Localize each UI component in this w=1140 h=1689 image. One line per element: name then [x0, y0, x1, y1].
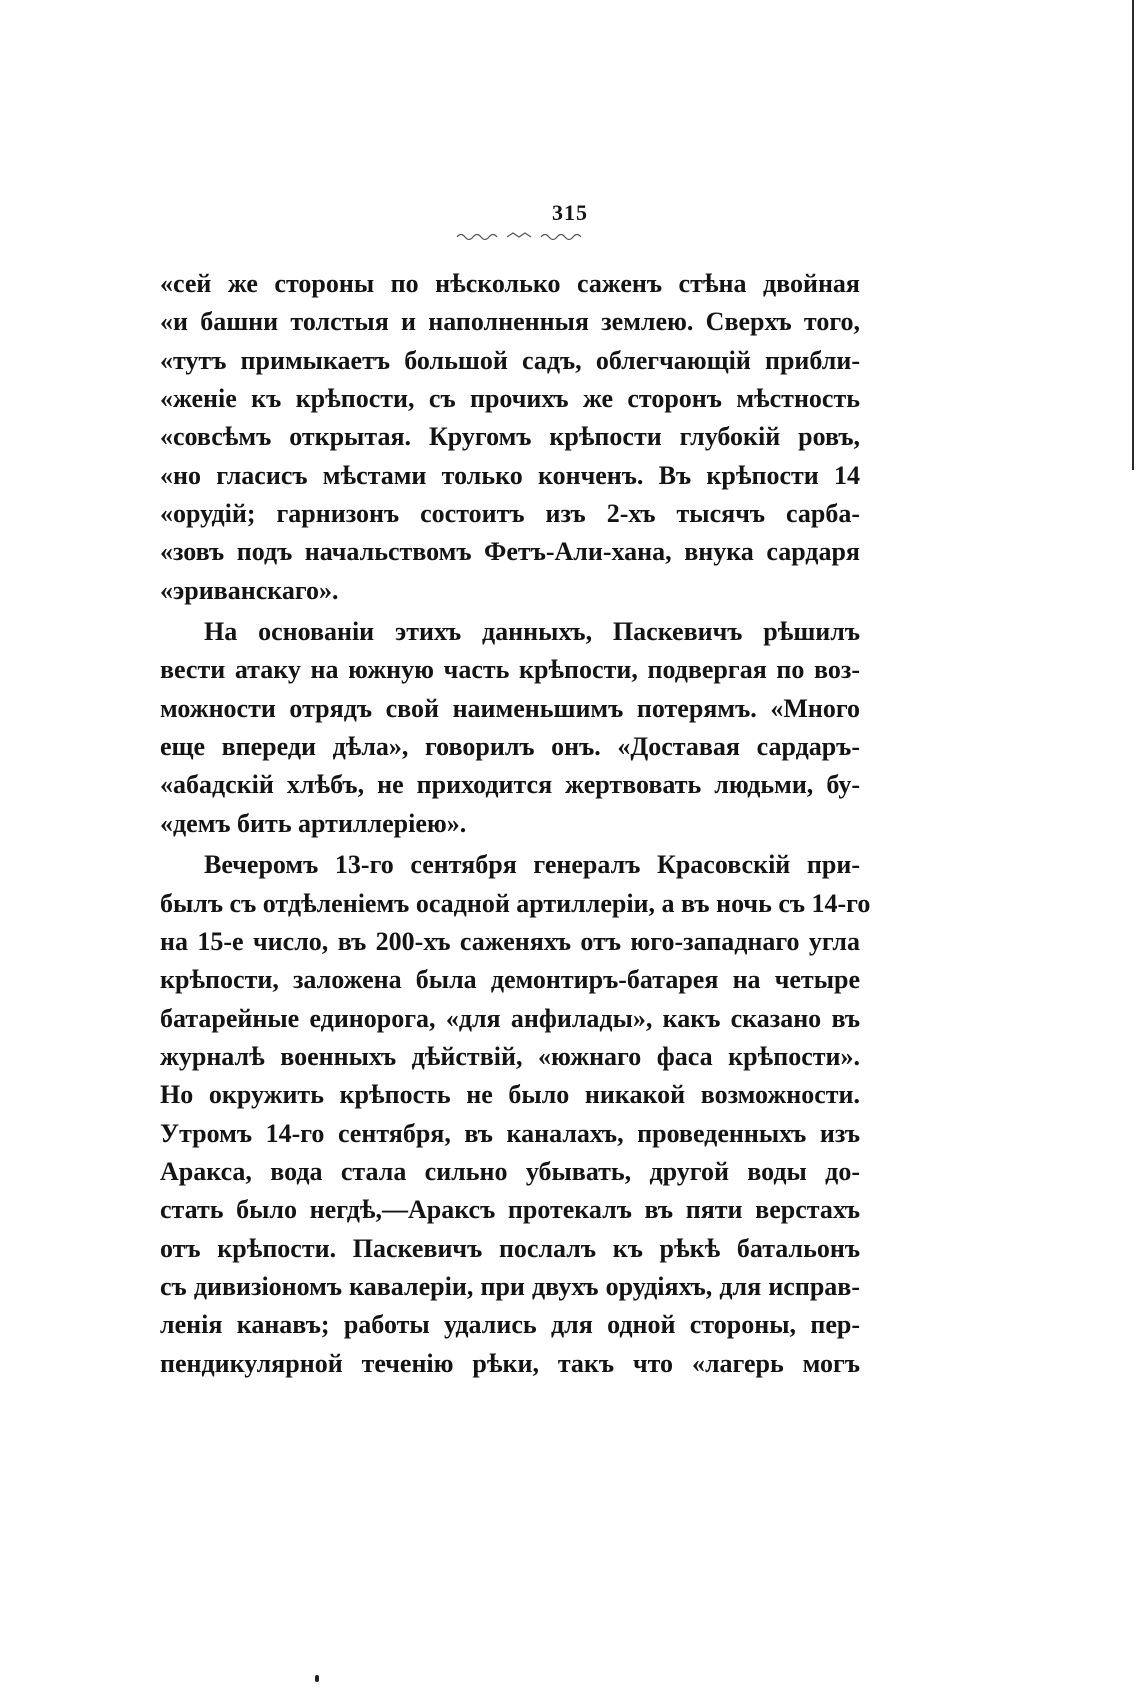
text-line: Но окружить крѣпость не было никакой возможности. — [160, 1080, 860, 1110]
body-text — [160, 265, 871, 1383]
text-line: съ дивизіономъ кавалеріи, при двухъ орудіяхъ, для исправ- — [160, 1271, 860, 1301]
text-line: На основаніи этихъ данныхъ, Паскевичъ рѣшилъ — [204, 617, 860, 647]
text-line: стать было негдѣ,—Араксъ протекалъ въ пяти верстахъ — [160, 1195, 860, 1225]
text-line: «но гласисъ мѣстами только конченъ. Въ крѣпости 14 — [160, 460, 860, 490]
text-line: «сей же стороны по нѣсколько саженъ стѣна двойная — [160, 269, 860, 298]
paragraph — [160, 265, 860, 610]
text-line: журналѣ военныхъ дѣйствій, «южнаго фаса крѣпости». — [160, 1041, 860, 1071]
text-line: «орудій; гарнизонъ состоитъ изъ 2-хъ тысячъ сарба- — [160, 499, 860, 529]
text-line: отъ крѣпости. Паскевичъ послалъ къ рѣкѣ батальонъ — [160, 1233, 860, 1263]
page-edge-shadow — [1132, 0, 1134, 470]
text-line: пендикулярной теченію рѣки, такъ что «лагерь могъ — [160, 1348, 860, 1378]
text-line: «абадскій хлѣбъ, не приходится жертвовать людьми, бу- — [160, 770, 860, 800]
text-line: Утромъ 14-го сентября, въ каналахъ, проведенныхъ изъ — [160, 1118, 860, 1148]
text-line: «и башни толстыя и наполненныя землею. Сверхъ того, — [160, 307, 860, 337]
text-line: вести атаку на южную часть крѣпости, подвергая по воз- — [160, 655, 860, 685]
paragraph — [160, 846, 871, 1383]
text-line: еще впереди дѣла», говорилъ онъ. «Доставая сардаръ- — [160, 732, 860, 762]
text-line: ленія канавъ; работы удались для одной стороны, пер- — [160, 1310, 860, 1340]
text-line: «зовъ подъ начальствомъ Фетъ-Али-хана, внука сардаря — [160, 537, 860, 567]
text-line: батарейные единорога, «для анфилады», какъ сказано въ — [160, 1003, 860, 1033]
text-line: «совсѣмъ открытая. Кругомъ крѣпости глубокій ровъ, — [160, 422, 860, 452]
text-line: Аракса, вода стала сильно убывать, другой воды до- — [160, 1156, 860, 1186]
ornament-divider — [455, 229, 583, 241]
ink-speck — [315, 1675, 319, 1682]
text-line: «тутъ примыкаетъ большой садъ, облегчающій прибли- — [160, 345, 860, 375]
text-line: «демъ бить артиллеріею». — [160, 808, 467, 838]
text-line: на 15-е число, въ 200-хъ саженяхъ отъ юго-западнаго угла — [160, 926, 860, 956]
text-line: былъ съ отдѣленіемъ осадной артиллеріи, а въ ночь съ 14-го — [160, 888, 871, 918]
text-line: «эриванскаго». — [160, 575, 339, 605]
text-line: можности отрядъ свой наименьшимъ потерямъ. «Много — [160, 693, 860, 723]
text-line: крѣпости, заложена была демонтиръ-батарея на четыре — [160, 965, 860, 995]
text-line: Вечеромъ 13-го сентября генералъ Красовскій при- — [204, 850, 860, 880]
paragraph — [160, 613, 860, 843]
text-line: «женіе къ крѣпости, съ прочихъ же сторонъ мѣстность — [160, 384, 860, 414]
page-number: 315 — [552, 200, 588, 225]
